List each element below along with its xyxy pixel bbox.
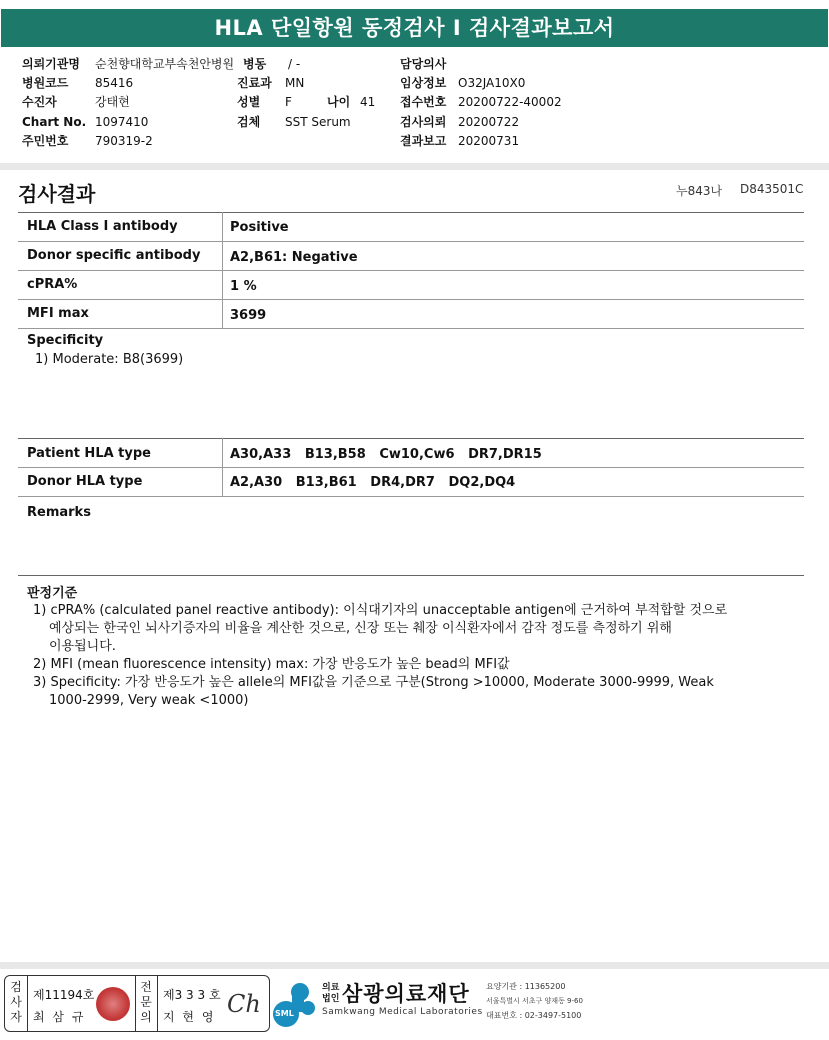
- table-rule: [18, 299, 804, 300]
- org-name-en: Samkwang Medical Laboratories: [322, 1007, 483, 1017]
- age-value: 41: [360, 95, 376, 109]
- row-label: Donor HLA type: [27, 474, 143, 489]
- report-title: HLA 단일항원 동정검사 I 검사결과보고서: [1, 9, 828, 47]
- rrn-value: 790319-2: [95, 134, 153, 148]
- institution-label: 의뢰기관명: [22, 57, 80, 71]
- row-label: HLA Class I antibody: [27, 219, 178, 234]
- dept-label: 진료과: [237, 76, 272, 90]
- specimen-value: SST Serum: [285, 115, 351, 129]
- row-value: 3699: [230, 308, 267, 323]
- examiner-label: 검 사 자: [10, 980, 22, 1024]
- row-label: Patient HLA type: [27, 446, 151, 461]
- sml-logo-icon: [272, 980, 320, 1028]
- specimen-label: 검체: [237, 115, 261, 129]
- clinical-label: 임상정보: [400, 76, 447, 90]
- patient-label: 수진자: [22, 95, 57, 109]
- separator: [0, 163, 829, 170]
- examiner-name: 최 삼 규: [33, 1010, 86, 1024]
- criteria-line: 1000-2999, Very weak <1000): [49, 693, 249, 708]
- seal-stamp: [96, 987, 130, 1021]
- age-label: 나이: [327, 95, 351, 109]
- ward-label: 병동: [243, 57, 267, 71]
- clinical-value: O32JA10X0: [458, 76, 526, 90]
- table-rule: [18, 496, 804, 497]
- divider: [135, 976, 136, 1031]
- chart-label: Chart No.: [22, 115, 87, 129]
- chart-value: 1097410: [95, 115, 149, 129]
- row-label: Donor specific antibody: [27, 248, 201, 263]
- specificity-label: Specificity: [27, 333, 104, 348]
- phone: 대표번호 : 02-3497-5100: [486, 1011, 582, 1020]
- row-label: cPRA%: [27, 277, 78, 292]
- dept-value: MN: [285, 76, 305, 90]
- report-value: 20200731: [458, 134, 520, 148]
- row-label: MFI max: [27, 306, 89, 321]
- report-label: 결과보고: [400, 134, 447, 148]
- table-rule: [18, 270, 804, 271]
- org-name: 삼광의료재단: [342, 982, 470, 1006]
- receipt-label: 접수번호: [400, 95, 447, 109]
- specialist-name: 지 현 영: [163, 1010, 216, 1024]
- doctor-label: 담당의사: [400, 57, 447, 71]
- table-rule: [18, 575, 804, 576]
- code-1: 누843나: [676, 184, 723, 198]
- title-bar: [0, 0, 829, 47]
- table-rule: [18, 241, 804, 242]
- institution-value: 순천향대학교부속천안병원: [95, 57, 235, 71]
- divider: [157, 976, 158, 1031]
- signature-box: [4, 975, 270, 1032]
- footer-separator: [0, 962, 829, 969]
- table-rule: [18, 438, 804, 439]
- receipt-value: 20200722-40002: [458, 95, 562, 109]
- table-rule: [18, 212, 804, 213]
- row-value: A30,A33 B13,B58 Cw10,Cw6 DR7,DR15: [230, 447, 542, 462]
- care-code: 요양기관 : 11365200: [486, 982, 566, 991]
- address: 서울특별시 서초구 양재동 9-60: [486, 997, 583, 1005]
- request-value: 20200722: [458, 115, 520, 129]
- divider: [27, 976, 28, 1031]
- rrn-label: 주민번호: [22, 134, 69, 148]
- sex-label: 성별: [237, 95, 261, 109]
- sml-text: SML: [275, 1009, 294, 1018]
- criteria-heading: 판정기준: [27, 586, 78, 601]
- request-label: 검사의뢰: [400, 115, 447, 129]
- table-rule: [18, 328, 804, 329]
- results-heading: 검사결과: [18, 182, 96, 206]
- patient-value: 강태현: [95, 95, 130, 109]
- hospital-code-value: 85416: [95, 76, 134, 90]
- criteria-line: 1) cPRA% (calculated panel reactive antibody): 이식대기자의 unacceptable antigen에 근거하여 부적합할 것으로: [33, 603, 728, 618]
- table-divider: [222, 212, 223, 328]
- row-value: A2,A30 B13,B61 DR4,DR7 DQ2,DQ4: [230, 475, 516, 490]
- hospital-code-label: 병원코드: [22, 76, 69, 90]
- criteria-line: 이용됩니다.: [49, 639, 116, 654]
- row-value: A2,B61: Negative: [230, 250, 358, 265]
- signature: Ch: [227, 990, 261, 1018]
- code-2: D843501C: [740, 182, 804, 196]
- org-prefix: 의료 법인: [322, 983, 340, 1004]
- criteria-line: 3) Specificity: 가장 반응도가 높은 allele의 MFI값을 기준으로 구분(Strong >10000, Moderate 3000-9999, Weak: [33, 675, 714, 690]
- row-value: 1 %: [230, 279, 257, 294]
- sex-value: F: [285, 95, 292, 109]
- ward-value: / -: [288, 57, 301, 71]
- specificity-item: 1) Moderate: B8(3699): [35, 352, 184, 367]
- specialist-number: 제3 3 3 호: [163, 988, 221, 1002]
- criteria-line: 예상되는 한국인 뇌사기증자의 비율을 계산한 것으로, 신장 또는 췌장 이식환자에서 감작 정도를 측정하기 위해: [49, 621, 672, 636]
- criteria-line: 2) MFI (mean fluorescence intensity) max: 가장 반응도가 높은 bead의 MFI값: [33, 657, 510, 672]
- remarks-label: Remarks: [27, 505, 91, 520]
- row-value: Positive: [230, 220, 289, 235]
- specialist-label: 전 문 의: [140, 980, 152, 1024]
- table-divider: [222, 438, 223, 496]
- examiner-number: 제11194호: [33, 988, 95, 1002]
- table-rule: [18, 467, 804, 468]
